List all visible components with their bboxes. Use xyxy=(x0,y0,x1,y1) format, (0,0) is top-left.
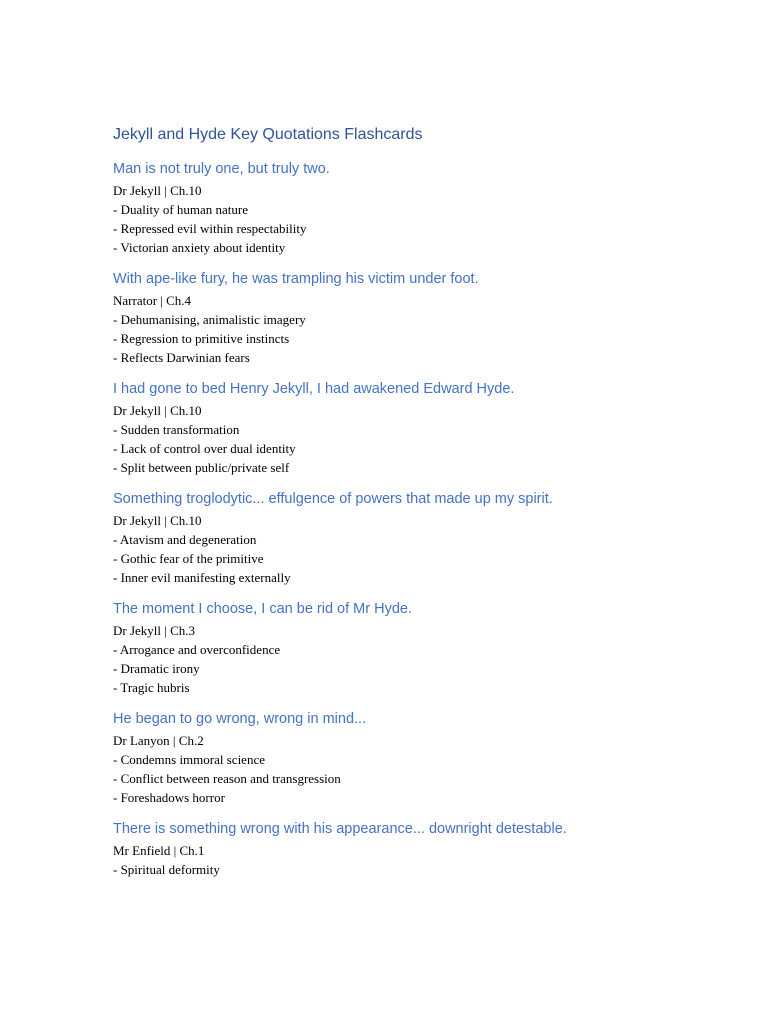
flashcard-point: - Foreshadows horror xyxy=(113,790,225,805)
flashcard-source: Dr Jekyll | Ch.10 xyxy=(113,403,202,418)
flashcard-quote: He began to go wrong, wrong in mind... xyxy=(113,711,367,727)
flashcard-quote: Something troglodytic... effulgence of powers that made up my spirit. xyxy=(113,491,553,507)
flashcard-quote: There is something wrong with his appearance... downright detestable. xyxy=(113,821,567,837)
flashcard-point: - Reflects Darwinian fears xyxy=(113,350,250,365)
flashcard-point: - Atavism and degeneration xyxy=(113,532,257,547)
document-title: Jekyll and Hyde Key Quotations Flashcards xyxy=(113,126,423,143)
flashcard-point: - Gothic fear of the primitive xyxy=(113,551,264,566)
flashcard-point: - Dehumanising, animalistic imagery xyxy=(113,312,306,327)
flashcard-source: Dr Jekyll | Ch.10 xyxy=(113,183,202,198)
flashcard xyxy=(113,379,733,477)
flashcard-quote: With ape-like fury, he was trampling his victim under foot. xyxy=(113,271,479,287)
flashcard xyxy=(113,599,733,697)
flashcard-point: - Duality of human nature xyxy=(113,202,249,217)
flashcard-point: - Dramatic irony xyxy=(113,661,200,676)
flashcard xyxy=(113,159,733,257)
flashcard xyxy=(113,819,733,879)
document-page xyxy=(113,124,733,891)
flashcard-source: Narrator | Ch.4 xyxy=(113,293,192,308)
flashcard-point: - Repressed evil within respectability xyxy=(113,221,307,236)
flashcard-point: - Spiritual deformity xyxy=(113,862,220,877)
flashcard-point: - Arrogance and overconfidence xyxy=(113,642,281,657)
flashcard-quote: Man is not truly one, but truly two. xyxy=(113,161,330,177)
flashcard-point: - Tragic hubris xyxy=(113,680,190,695)
flashcard-point: - Split between public/private self xyxy=(113,460,290,475)
flashcard-quote: The moment I choose, I can be rid of Mr Hyde. xyxy=(113,601,412,617)
flashcard-source: Dr Jekyll | Ch.3 xyxy=(113,623,196,638)
flashcard xyxy=(113,489,733,587)
flashcard-source: Mr Enfield | Ch.1 xyxy=(113,843,205,858)
flashcard-quote: I had gone to bed Henry Jekyll, I had awakened Edward Hyde. xyxy=(113,381,515,397)
flashcard xyxy=(113,269,733,367)
flashcard xyxy=(113,709,733,807)
flashcard-point: - Conflict between reason and transgression xyxy=(113,771,341,786)
flashcard-point: - Victorian anxiety about identity xyxy=(113,240,286,255)
flashcard-point: - Condemns immoral science xyxy=(113,752,265,767)
flashcard-source: Dr Jekyll | Ch.10 xyxy=(113,513,202,528)
flashcard-point: - Regression to primitive instincts xyxy=(113,331,290,346)
flashcard-point: - Sudden transformation xyxy=(113,422,240,437)
flashcard-source: Dr Lanyon | Ch.2 xyxy=(113,733,204,748)
flashcard-point: - Inner evil manifesting externally xyxy=(113,570,291,585)
flashcard-list xyxy=(113,159,733,879)
flashcard-point: - Lack of control over dual identity xyxy=(113,441,296,456)
